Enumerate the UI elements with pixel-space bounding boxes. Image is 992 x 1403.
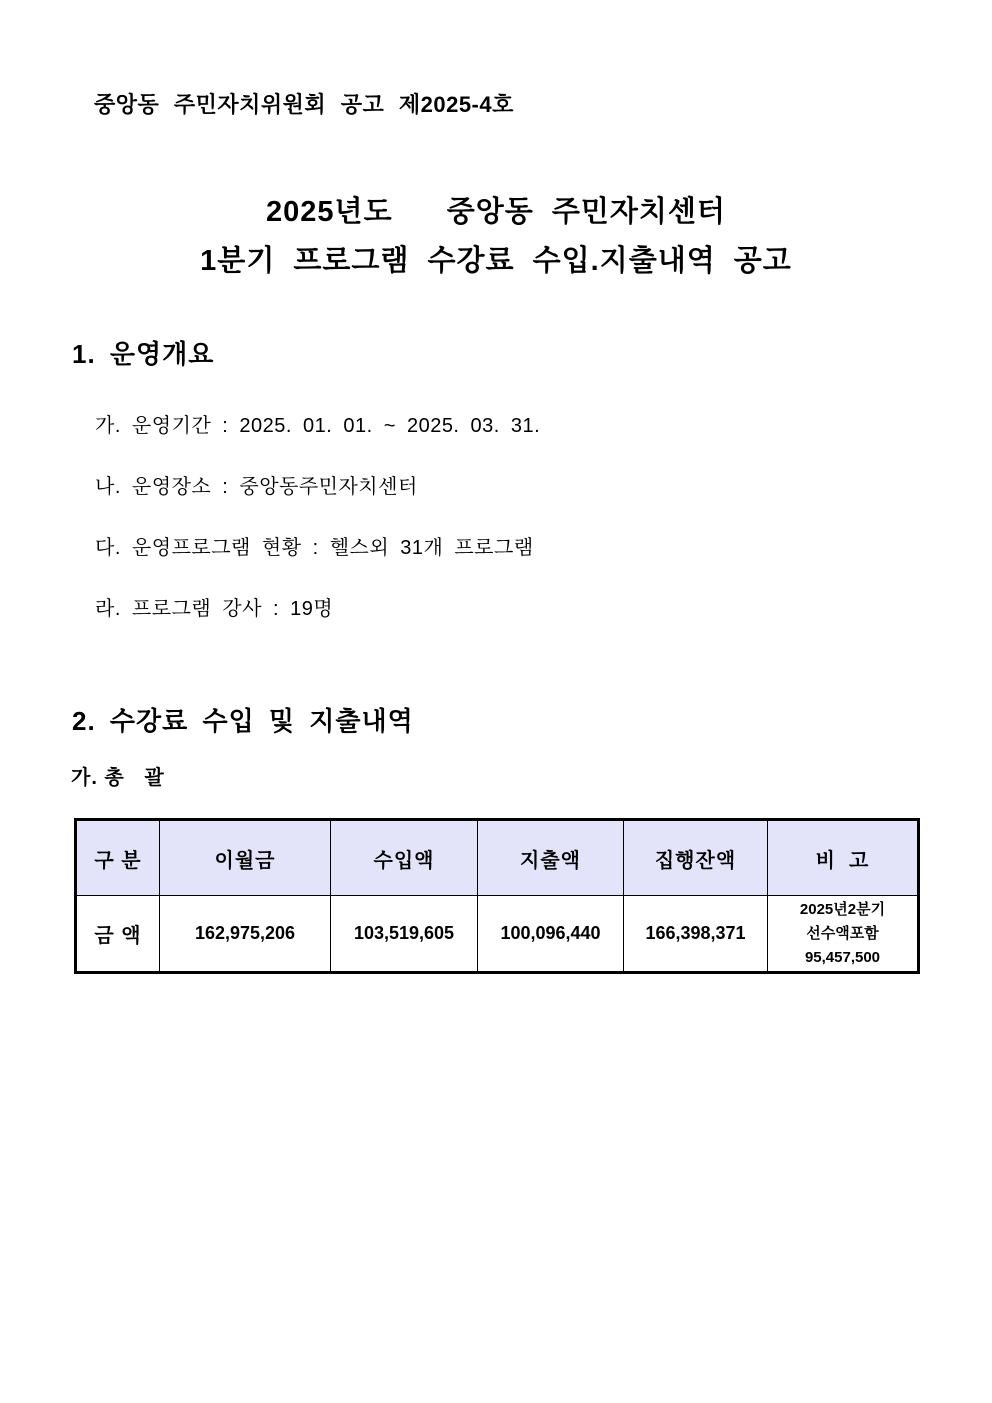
- overview-item-period: 가. 운영기간 : 2025. 01. 01. ~ 2025. 03. 31.: [95, 415, 541, 437]
- summary-table-container: [74, 818, 917, 974]
- section2-subheading: 가. 총 괄: [71, 767, 165, 789]
- col-header-expenditure: 지출액: [478, 820, 624, 896]
- overview-item-programs: 다. 운영프로그램 현황 : 헬스외 31개 프로그램: [95, 537, 534, 559]
- summary-table: [74, 818, 920, 974]
- overview-item-instructors: 라. 프로그램 강사 : 19명: [95, 598, 334, 620]
- cell-expenditure-value: 100,096,440: [478, 896, 624, 973]
- document-title: [0, 188, 992, 286]
- note-line-1: 2025년2분기: [799, 900, 886, 918]
- section1-heading: 1. 운영개요: [72, 339, 215, 369]
- section2-heading: 2. 수강료 수입 및 지출내역: [72, 706, 414, 736]
- notice-number: 중앙동 주민자치위원회 공고 제2025-4호: [94, 92, 514, 117]
- cell-income-value: 103,519,605: [331, 896, 478, 973]
- col-header-balance: 집행잔액: [624, 820, 768, 896]
- col-header-carryover: 이월금: [160, 820, 331, 896]
- row-label-amount: 금 액: [76, 896, 160, 973]
- note-line-2: 선수액포함: [806, 924, 879, 942]
- document-title-line1: 2025년도 중앙동 주민자치센터: [266, 196, 726, 228]
- document-title-line2: 1분기 프로그램 수강료 수입.지출내역 공고: [200, 245, 792, 277]
- col-header-category: 구 분: [76, 820, 160, 896]
- cell-balance-value: 166,398,371: [624, 896, 768, 973]
- table-header-row: [76, 820, 919, 896]
- col-header-income: 수입액: [331, 820, 478, 896]
- col-header-note: 비 고: [768, 820, 919, 896]
- cell-note: [768, 896, 919, 973]
- note-line-3: 95,457,500: [804, 948, 881, 966]
- cell-carryover-value: 162,975,206: [160, 896, 331, 973]
- table-row: [76, 896, 919, 973]
- overview-item-location: 나. 운영장소 : 중앙동주민자치센터: [95, 476, 418, 498]
